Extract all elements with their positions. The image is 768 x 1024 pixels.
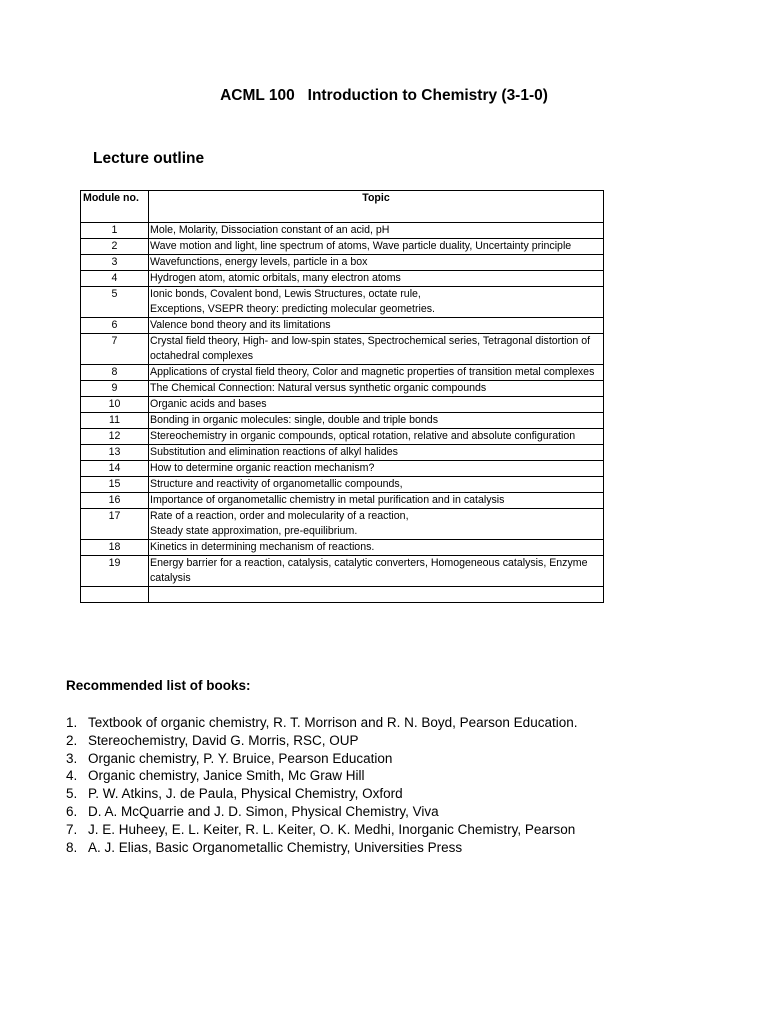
list-item-number: 4. — [66, 768, 78, 784]
list-item — [66, 732, 577, 750]
book-entry: P. W. Atkins, J. de Paula, Physical Chemistry, Oxford — [88, 786, 403, 802]
table-row — [81, 445, 604, 461]
module-topic: Crystal field theory, High- and low-spin states, Spectrochemical series, Tetragonal distortion of octahedral complexes — [149, 334, 604, 365]
table-row — [81, 556, 604, 587]
module-number: 18 — [81, 540, 149, 556]
module-number: 13 — [81, 445, 149, 461]
table-row — [81, 271, 604, 287]
table-header-row — [81, 191, 604, 223]
module-topic: Hydrogen atom, atomic orbitals, many electron atoms — [149, 271, 604, 287]
list-item-number: 7. — [66, 821, 78, 837]
module-number: 4 — [81, 271, 149, 287]
module-number: 5 — [81, 287, 149, 318]
list-item — [66, 750, 577, 768]
module-number: 1 — [81, 223, 149, 239]
module-number: 14 — [81, 461, 149, 477]
module-topic: Kinetics in determining mechanism of reactions. — [149, 540, 604, 556]
table-row — [81, 477, 604, 493]
book-entry: D. A. McQuarrie and J. D. Simon, Physical Chemistry, Viva — [88, 803, 439, 819]
module-number: 3 — [81, 255, 149, 271]
module-topic: Organic acids and bases — [149, 397, 604, 413]
module-topic: Importance of organometallic chemistry in metal purification and in catalysis — [149, 493, 604, 509]
module-number — [81, 587, 149, 603]
table-row — [81, 381, 604, 397]
table-row — [81, 318, 604, 334]
book-entry: Organic chemistry, Janice Smith, Mc Graw Hill — [88, 768, 365, 784]
table-row — [81, 509, 604, 540]
module-number: 16 — [81, 493, 149, 509]
module-topic: Ionic bonds, Covalent bond, Lewis Structures, octate rule, Exceptions, VSEPR theory: predicting molecular geometries. — [149, 287, 604, 318]
module-number: 11 — [81, 413, 149, 429]
recommended-books-heading: Recommended list of books: — [66, 678, 251, 693]
table-row — [81, 365, 604, 381]
module-number: 8 — [81, 365, 149, 381]
list-item-number: 6. — [66, 803, 78, 819]
module-topic: Wave motion and light, line spectrum of atoms, Wave particle duality, Uncertainty principle — [149, 239, 604, 255]
module-topic: Energy barrier for a reaction, catalysis, catalytic converters, Homogeneous catalysis, Enzyme catalysis — [149, 556, 604, 587]
book-entry: J. E. Huheey, E. L. Keiter, R. L. Keiter, O. K. Medhi, Inorganic Chemistry, Pearson — [88, 821, 576, 837]
list-item — [66, 839, 577, 857]
book-entry: Stereochemistry, David G. Morris, RSC, OUP — [88, 732, 359, 748]
module-number: 6 — [81, 318, 149, 334]
table-row — [81, 223, 604, 239]
module-topic: Wavefunctions, energy levels, particle in a box — [149, 255, 604, 271]
course-title: ACML 100 Introduction to Chemistry (3-1-0) — [220, 87, 548, 104]
list-item — [66, 767, 577, 785]
module-topic: How to determine organic reaction mechanism? — [149, 461, 604, 477]
list-item-number: 3. — [66, 750, 78, 766]
list-item — [66, 714, 577, 732]
list-item-number: 5. — [66, 786, 78, 802]
list-item — [66, 803, 577, 821]
module-number: 9 — [81, 381, 149, 397]
module-topic — [149, 587, 604, 603]
module-number: 7 — [81, 334, 149, 365]
book-entry: Organic chemistry, P. Y. Bruice, Pearson Education — [88, 750, 393, 766]
lecture-outline-table — [80, 190, 604, 603]
module-topic: Bonding in organic molecules: single, double and triple bonds — [149, 413, 604, 429]
table-row-empty — [81, 587, 604, 603]
table-row — [81, 239, 604, 255]
module-number: 2 — [81, 239, 149, 255]
table-row — [81, 461, 604, 477]
table-row — [81, 334, 604, 365]
module-topic: Rate of a reaction, order and molecularity of a reaction, Steady state approximation, pre-equilibrium. — [149, 509, 604, 540]
list-item-number: 2. — [66, 732, 78, 748]
module-number: 10 — [81, 397, 149, 413]
table-row — [81, 255, 604, 271]
book-entry: A. J. Elias, Basic Organometallic Chemistry, Universities Press — [88, 839, 463, 855]
lecture-outline-heading: Lecture outline — [93, 150, 205, 167]
list-item — [66, 821, 577, 839]
module-topic: The Chemical Connection: Natural versus synthetic organic compounds — [149, 381, 604, 397]
table-row — [81, 540, 604, 556]
table-row — [81, 429, 604, 445]
module-number: 19 — [81, 556, 149, 587]
table-row — [81, 493, 604, 509]
column-header-topic: Topic — [149, 191, 604, 223]
table-row — [81, 287, 604, 318]
module-topic: Substitution and elimination reactions of alkyl halides — [149, 445, 604, 461]
table-row — [81, 413, 604, 429]
list-item-number: 8. — [66, 839, 78, 855]
recommended-books-list — [66, 714, 577, 856]
module-topic: Structure and reactivity of organometallic compounds, — [149, 477, 604, 493]
module-topic: Valence bond theory and its limitations — [149, 318, 604, 334]
module-number: 17 — [81, 509, 149, 540]
module-topic: Mole, Molarity, Dissociation constant of an acid, pH — [149, 223, 604, 239]
module-topic: Stereochemistry in organic compounds, optical rotation, relative and absolute configuration — [149, 429, 604, 445]
module-number: 12 — [81, 429, 149, 445]
book-entry: Textbook of organic chemistry, R. T. Morrison and R. N. Boyd, Pearson Education. — [88, 715, 578, 730]
list-item-number: 1. — [66, 715, 78, 730]
list-item — [66, 785, 577, 803]
column-header-module: Module no. — [81, 191, 149, 223]
module-number: 15 — [81, 477, 149, 493]
table-row — [81, 397, 604, 413]
module-topic: Applications of crystal field theory, Color and magnetic properties of transition metal complexes — [149, 365, 604, 381]
